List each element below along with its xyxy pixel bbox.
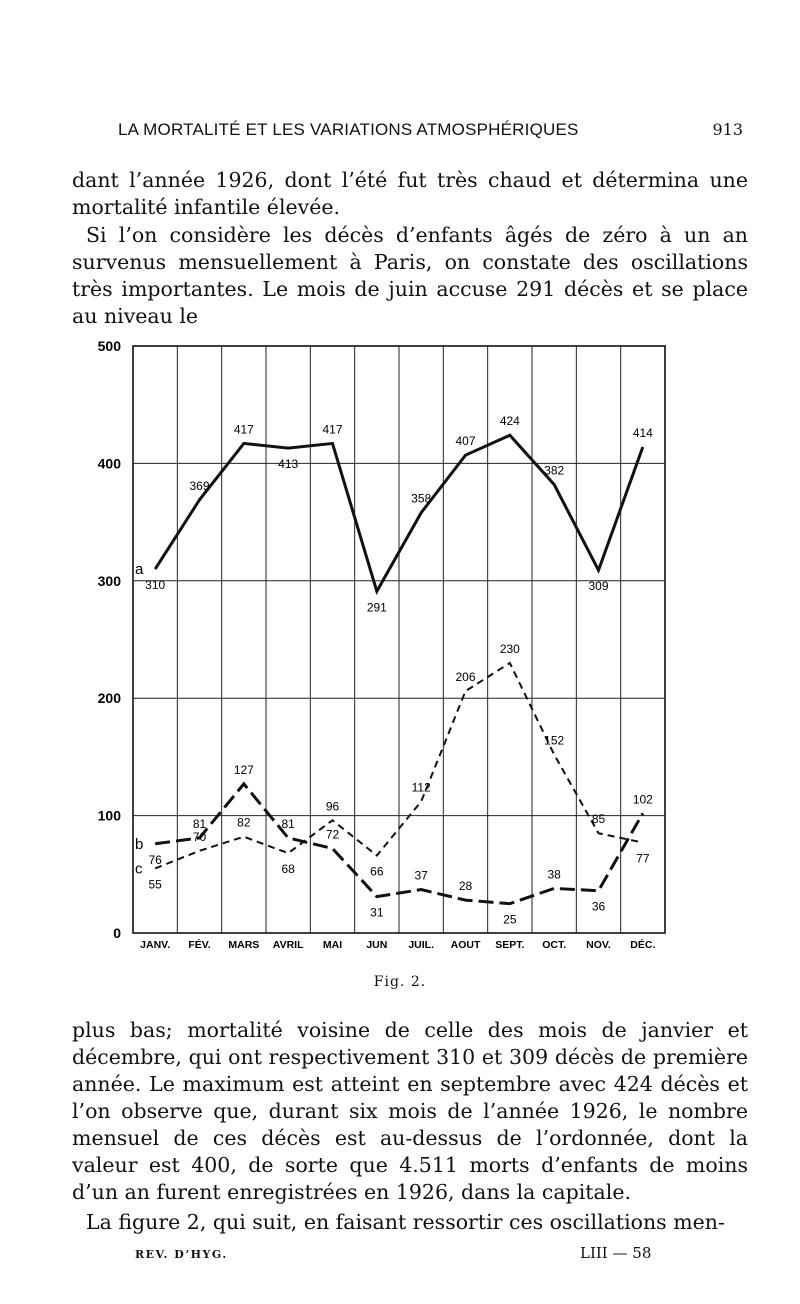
data-label: 414: [632, 425, 653, 440]
data-label: 112: [411, 780, 431, 795]
mortality-line-chart: [70, 330, 690, 960]
x-tick-label: JUIL.: [408, 939, 435, 951]
data-label: 417: [322, 422, 343, 437]
x-tick-label: AOUT: [450, 939, 481, 951]
data-label: 38: [547, 867, 561, 882]
data-label: 85: [591, 812, 606, 827]
x-tick-label: OCT.: [542, 939, 567, 951]
data-label: 424: [499, 414, 520, 429]
data-label: 76: [148, 852, 162, 867]
data-label: 36: [591, 899, 606, 914]
y-tick-label: 500: [97, 338, 121, 354]
journal-abbreviation: REV. D’HYG.: [135, 1248, 228, 1261]
data-label: 68: [281, 862, 295, 877]
page-number: 913: [712, 120, 743, 139]
data-label: 407: [455, 434, 476, 449]
x-tick-label: JUN: [366, 939, 388, 951]
paragraph-2: Si l’on considère les décès d’enfants âgés de zéro à un an survenus mensuellement à Paris, on constate des oscillations très importantes. Le mois de juin accuse 291 décès et se place au niveau le: [72, 223, 748, 328]
data-label: 152: [544, 733, 565, 748]
paragraph-1: dant l’année 1926, dont l’été fut très chaud et détermina une mortalité infantile élevée.: [72, 168, 748, 219]
data-label: 70: [192, 829, 207, 844]
x-tick-label: MAI: [322, 939, 343, 951]
x-tick-label: MARS: [228, 939, 260, 951]
data-label: 77: [636, 851, 650, 866]
data-label: 31: [370, 905, 384, 920]
data-label: 102: [632, 792, 653, 807]
data-label: 66: [370, 864, 384, 879]
data-label: 127: [233, 762, 254, 777]
series-name-c: c: [135, 860, 143, 878]
data-label: 291: [366, 600, 387, 615]
data-label: 310: [145, 578, 166, 593]
data-label: 37: [414, 868, 428, 883]
data-label: 28: [458, 879, 473, 894]
series-name-a: a: [135, 561, 144, 579]
data-label: 81: [281, 816, 295, 831]
y-tick-label: 0: [113, 925, 121, 941]
data-label: 55: [148, 877, 162, 892]
paragraph-4: La figure 2, qui suit, en faisant ressortir ces oscillations men-: [86, 1210, 725, 1234]
x-tick-label: JANV.: [140, 939, 171, 951]
x-tick-label: SEPT.: [495, 939, 525, 951]
running-title: LA MORTALITÉ ET LES VARIATIONS ATMOSPHÉRIQUES: [118, 120, 579, 139]
signature-mark: LIII — 58: [580, 1244, 652, 1262]
y-tick-label: 300: [97, 572, 121, 589]
data-label: 82: [237, 815, 251, 830]
data-label: 358: [411, 491, 432, 506]
data-label: 81: [192, 816, 207, 831]
x-tick-label: NOV.: [586, 939, 611, 951]
data-label: 230: [499, 641, 520, 656]
paragraph-3: plus bas; mortalité voisine de celle des mois de janvier et décembre, qui ont respectivement 310 et 309 décès de première année. Le maximum est atteint en septembre avec 424 décès et l’on observe que, durant six mois de l’année 1926, le nombre mensuel de ces décès est au-dessus de l’ordonnée, dont la valeur est 400, de sorte que 4.511 morts d’enfants de moins d’un an furent enregistrées en 1926, dans la capitale.: [72, 1018, 748, 1204]
running-header: [118, 120, 743, 144]
series-name-b: b: [135, 835, 144, 853]
x-tick-label: FÉV.: [188, 939, 211, 951]
figure-caption: Fig. 2.: [373, 974, 427, 990]
data-label: 382: [544, 463, 565, 478]
data-label: 309: [588, 579, 609, 594]
data-label: 72: [325, 827, 340, 842]
y-tick-label: 100: [97, 807, 121, 824]
data-label: 413: [278, 457, 299, 472]
y-tick-label: 400: [97, 455, 121, 472]
data-label: 25: [503, 912, 517, 927]
x-tick-label: AVRIL: [272, 939, 304, 951]
data-label: 369: [189, 478, 210, 493]
y-tick-label: 200: [97, 690, 121, 707]
data-label: 96: [325, 799, 340, 814]
data-label: 206: [455, 670, 476, 685]
x-tick-label: DÉC.: [630, 939, 656, 951]
data-label: 417: [233, 422, 254, 437]
